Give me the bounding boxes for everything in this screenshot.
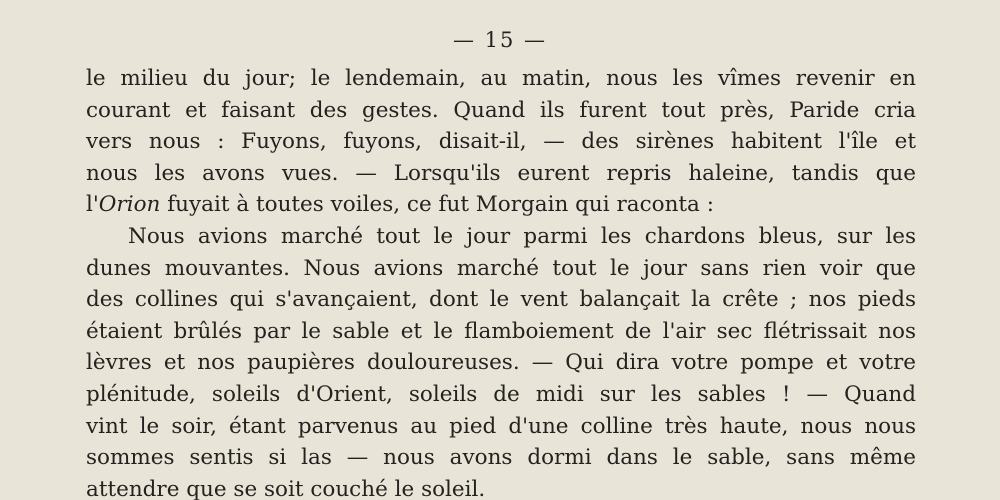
text-line: plénitude, soleils d'Orient, soleils de midi sur les sables ! — Quand — [86, 381, 916, 407]
text-line: dunes mouvantes. Nous avions marché tout le jour sans rien voir que — [86, 255, 916, 281]
text-line: étaient brûlés par le sable et le flamboiement de l'air sec flétrissait nos — [86, 318, 916, 344]
paragraph-last-line: attendre que se soit couché le soleil. — [86, 476, 486, 500]
text-line: lèvres et nos paupières douloureuses. — Qui dira votre pompe et votre — [86, 350, 916, 376]
text-line: le milieu du jour; le lendemain, au matin, nous les vîmes revenir en — [86, 66, 916, 91]
text-segment: fuyait à toutes voiles, ce fut Morgain qui raconta : — [160, 192, 714, 218]
text-line: courant et faisant des gestes. Quand ils furent tout près, Paride cria — [86, 97, 916, 123]
text-line-with-italic — [86, 189, 916, 221]
text-line: sommes sentis si las — nous avons dormi dans le sable, sans même — [86, 445, 916, 471]
page-number: — 15 — — [452, 28, 548, 52]
text-line: vint le soir, étant parvenus au pied d'une colline très haute, nous nous — [86, 413, 916, 439]
text-line: vers nous : Fuyons, fuyons, disait-il, — des sirènes habitent l'île et — [86, 129, 916, 155]
ship-name-italic: Orion — [98, 192, 161, 218]
text-segment: l' — [86, 192, 99, 218]
text-line: nous les avons vues. — Lorsqu'ils eurent repris haleine, tandis que — [86, 160, 916, 186]
paragraph-first-line: Nous avions marché tout le jour parmi les chardons bleus, sur les — [128, 223, 916, 249]
body-text — [86, 63, 916, 500]
text-line: des collines qui s'avançaient, dont le vent balançait la crête ; nos pieds — [86, 287, 916, 313]
